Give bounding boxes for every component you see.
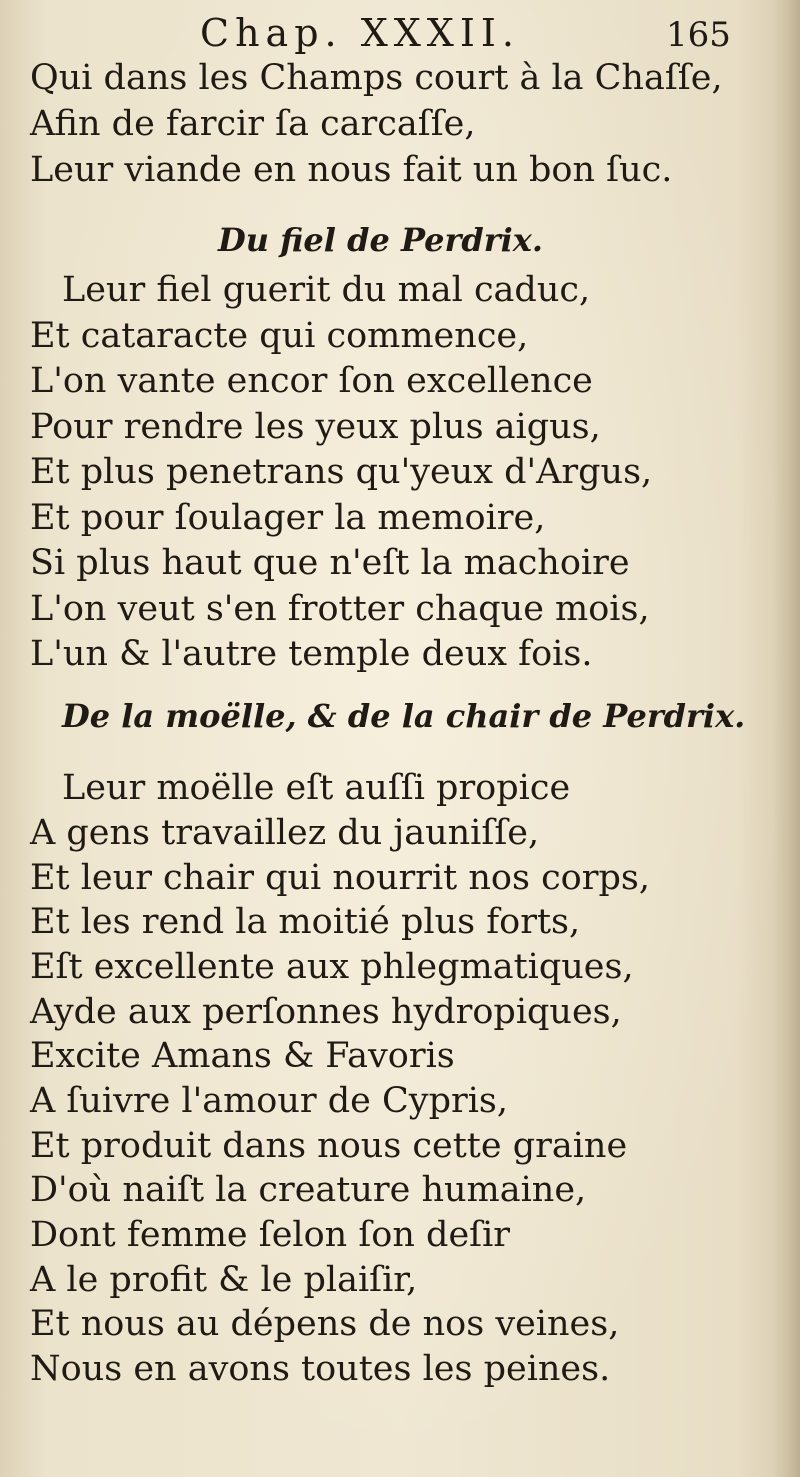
verse-line: Pour rendre les yeux plus aigus, [30, 407, 601, 447]
section-heading: Du fiel de Perdrix. [218, 221, 543, 259]
verse-line: Eſt excellente aux phlegmatiques, [30, 947, 634, 987]
verse-line: D'où naiſt la creature humaine, [30, 1170, 587, 1210]
running-head: Chap. XXXII. [200, 11, 520, 55]
section-heading: De la moëlle, & de la chair de Perdrix. [62, 697, 746, 735]
verse-line: A le profit & le plaiſir, [30, 1260, 418, 1300]
verse-line: L'on vante encor ſon excellence [30, 361, 593, 401]
verse-line: L'on veut s'en frotter chaque mois, [30, 589, 650, 629]
page-header [0, 10, 800, 56]
page-number: 165 [666, 15, 731, 55]
verse-line: Et leur chair qui nourrit nos corps, [30, 858, 650, 898]
verse-line: Et pour ſoulager la memoire, [30, 498, 546, 538]
verse-line: A gens travaillez du jauniſſe, [30, 813, 540, 853]
verse-line: Et nous au dépens de nos veines, [30, 1304, 620, 1344]
verse-line: Qui dans les Champs court à la Chaſſe, [30, 58, 723, 98]
verse-line: Leur moëlle eſt auſſi propice [62, 768, 571, 808]
verse-line: Afin de farcir ſa carcaſſe, [30, 104, 476, 144]
verse-line: Et cataracte qui commence, [30, 316, 529, 356]
verse-line: Si plus haut que n'eſt la machoire [30, 543, 630, 583]
verse-line: Et plus penetrans qu'yeux d'Argus, [30, 452, 653, 492]
verse-line: L'un & l'autre temple deux fois. [30, 634, 593, 674]
verse-line: Leur fiel guerit du mal caduc, [62, 270, 591, 310]
verse-line: Ayde aux perſonnes hydropiques, [30, 992, 622, 1032]
verse-line: Et les rend la moitié plus forts, [30, 902, 581, 942]
verse-line: Leur viande en nous fait un bon ſuc. [30, 150, 673, 190]
verse-line: Excite Amans & Favoris [30, 1036, 455, 1076]
page-edge-shadow [772, 0, 800, 1477]
verse-line: A ſuivre l'amour de Cypris, [30, 1081, 508, 1121]
verse-line: Nous en avons toutes les peines. [30, 1349, 611, 1389]
verse-line: Et produit dans nous cette graine [30, 1126, 628, 1166]
verse-line: Dont femme ſelon ſon deſir [30, 1215, 511, 1255]
